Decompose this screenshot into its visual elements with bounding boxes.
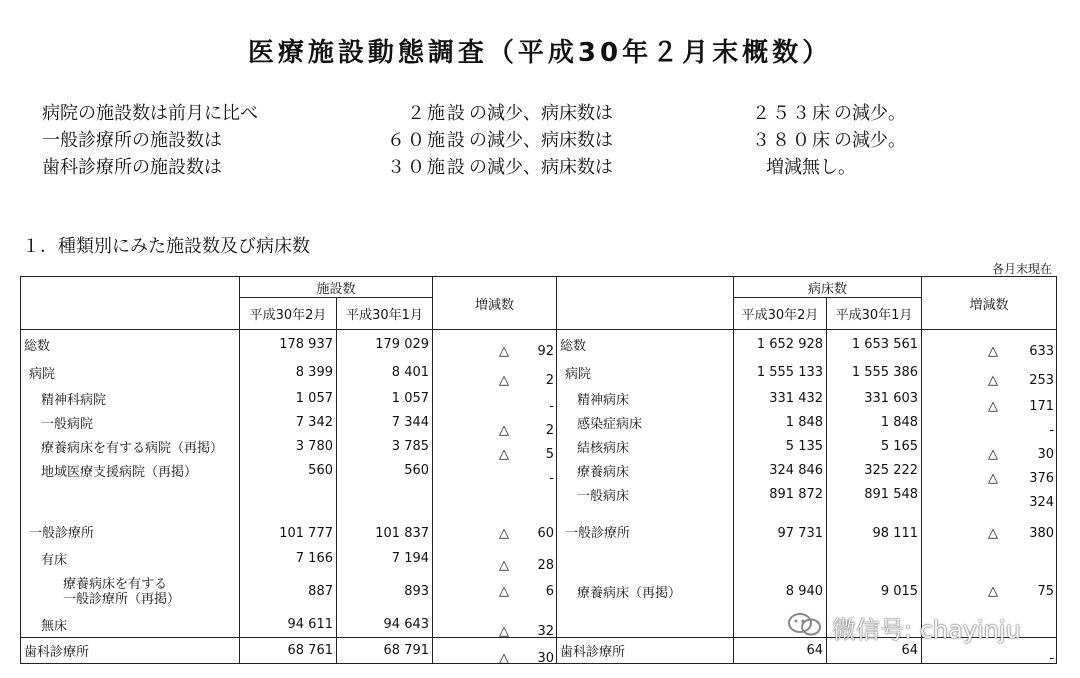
change-value: 380 [1029,525,1055,541]
cell-change [922,411,1057,438]
cell-value: 94 611 [240,612,337,638]
cell-value: 5 165 [827,435,922,459]
cell-value [240,483,337,507]
statistics-table [20,276,1057,664]
cell-change [922,330,1057,359]
change-value: 30 [1037,446,1055,462]
summary-label: 一般診療所の施設数は [42,130,222,151]
cell-value: 1 057 [337,387,433,411]
row-label: 有床 [21,545,240,572]
triangle-symbol: △ [499,558,510,573]
row-label [21,483,240,507]
header-change-left: 増減数 [433,277,557,330]
cell-value: 1 848 [734,411,827,435]
row-label: 感染症病床 [577,417,643,432]
cell-value: 7 166 [240,545,337,572]
cell-value: 94 643 [337,612,433,638]
cell-value: 68 761 [240,638,337,664]
cell-change [433,330,557,359]
cell-value: 1 652 928 [734,330,827,359]
summary-mid: の減少、病床数は [469,157,613,178]
header-current-month: 平成30年2月 [240,298,337,330]
change-value: 6 [545,583,555,599]
header-previous-month: 平成30年1月 [337,298,433,330]
cell-value: 98 111 [827,507,922,545]
summary-end: の減少。 [834,103,906,124]
cell-change [433,572,557,612]
change-value: 30 [537,650,555,666]
summary-mid: の減少、病床数は [469,103,613,124]
change-value: 32 [537,624,555,640]
header-current-month: 平成30年2月 [734,298,827,330]
change-value: - [549,398,555,414]
change-value: - [1049,650,1055,666]
row-label: 精神病床 [577,393,630,408]
cell-value: 893 [337,572,433,612]
change-value: 324 [1029,494,1055,510]
summary-facility-change: ６０施設 [387,130,467,151]
summary-label: 病院の施設数は前月に比べ [42,103,258,124]
triangle-symbol: △ [988,446,999,462]
cell-value [734,545,827,572]
wechat-icon [786,612,826,638]
cell-value: 891 548 [827,483,922,507]
cell-value: 8 940 [734,572,827,612]
cell-change [922,387,1057,414]
cell-change [433,612,557,638]
cell-value: 101 837 [337,507,433,545]
cell-value: 331 432 [734,387,827,411]
cell-value: 8 401 [337,359,433,387]
cell-change [433,359,557,387]
change-value: 5 [545,446,555,462]
triangle-symbol: △ [988,344,999,360]
summary-end: 増減無し。 [766,157,856,178]
cell-value: 1 653 561 [827,330,922,359]
header-change-right: 増減数 [922,277,1057,330]
cell-value: 64 [734,638,827,664]
cell-value: 7 342 [240,411,337,435]
header-blank-left [21,277,240,330]
triangle-symbol: △ [988,398,999,414]
change-value: 2 [545,372,555,388]
row-label: 一般診療所 [565,525,631,541]
cell-value: 887 [240,572,337,612]
row-label: 総数 [557,330,734,359]
cell-change [433,435,557,462]
cell-value: 68 791 [337,638,433,664]
change-value: 2 [545,422,555,438]
cell-value: 1 555 386 [827,359,922,387]
summary-bed-change: ２５３床 [752,103,832,124]
cell-change [922,483,1057,510]
cell-value [827,545,922,572]
cell-value: 3 785 [337,435,433,459]
cell-value: 64 [827,638,922,664]
cell-change [922,572,1057,612]
cell-change [433,387,557,414]
cell-value: 8 399 [240,359,337,387]
change-value: 92 [537,344,555,360]
cell-value: 560 [337,459,433,483]
triangle-symbol: △ [499,372,510,388]
change-value: 60 [537,525,555,541]
triangle-symbol: △ [499,624,510,640]
row-label: 療養病床を有する病院（再掲） [21,435,240,459]
header-beds: 病床数 [734,277,922,298]
row-label: 療養病床（再掲） [577,586,682,601]
cell-change [922,545,1057,572]
row-label: 病院 [21,359,240,387]
row-label: 病院 [565,367,592,382]
header-previous-month: 平成30年1月 [827,298,922,330]
cell-value: 97 731 [734,507,827,545]
triangle-symbol: △ [499,583,510,599]
summary-facility-change: ２施設 [407,103,467,124]
header-facilities: 施設数 [240,277,433,298]
triangle-symbol: △ [499,446,510,462]
change-value: 633 [1029,344,1055,360]
row-label: 結核病床 [577,441,630,456]
page-title: 医療施設動態調査（平成30年２月末概数） [247,38,833,68]
row-label-two-line [21,572,240,612]
row-label-line2: 一般診療所（再掲） [63,591,181,607]
change-value: 28 [537,558,555,573]
cell-value: 7 194 [337,545,433,572]
summary-bed-change: ３８０床 [752,130,832,151]
cell-value: 3 780 [240,435,337,459]
row-label: 地域医療支援病院（再掲） [21,459,240,483]
row-label: 精神科病院 [21,387,240,411]
row-label: 一般病院 [21,411,240,435]
row-label: 歯科診療所 [557,638,734,664]
summary-label: 歯科診療所の施設数は [42,157,222,178]
cell-value: 1 555 133 [734,359,827,387]
cell-value: 5 135 [734,435,827,459]
cell-value: 560 [240,459,337,483]
triangle-symbol: △ [988,525,999,541]
triangle-symbol: △ [499,344,510,360]
cell-change [922,435,1057,462]
cell-change [433,638,557,664]
cell-change [433,545,557,572]
row-label: 歯科診療所 [21,638,240,664]
change-value: 253 [1029,372,1055,388]
cell-value: 1 057 [240,387,337,411]
cell-value: 325 222 [827,459,922,483]
as-of-note: 各月末現在 [991,262,1052,276]
watermark-text: 微信号: chayinju [832,616,1021,644]
row-label: 療養病床 [577,465,630,480]
cell-value: 9 015 [827,572,922,612]
header-blank-right [557,277,734,330]
cell-value [337,483,433,507]
cell-change [922,459,1057,486]
cell-value: 324 846 [734,459,827,483]
cell-change [433,507,557,545]
summary-facility-change: ３０施設 [387,157,467,178]
change-value: 75 [1037,583,1055,599]
row-label: 総数 [21,330,240,359]
cell-value: 1 848 [827,411,922,435]
triangle-symbol: △ [988,470,999,486]
cell-change [433,411,557,438]
cell-change [922,359,1057,387]
section-title: １．種類別にみた施設数及び病床数 [22,236,310,257]
row-label [557,612,734,638]
cell-value: 7 344 [337,411,433,435]
row-label-line1: 療養病床を有する [63,576,168,592]
row-label: 無床 [21,612,240,638]
cell-change [433,483,557,507]
change-value: - [549,470,555,486]
row-label: 一般病床 [577,489,630,504]
cell-value: 331 603 [827,387,922,411]
triangle-symbol: △ [499,650,510,666]
cell-value: 891 872 [734,483,827,507]
cell-change [922,507,1057,545]
row-label: 一般診療所 [21,507,240,545]
change-value: 376 [1029,470,1055,486]
change-value: 171 [1029,398,1055,414]
triangle-symbol: △ [988,583,999,599]
cell-value: 179 029 [337,330,433,359]
summary-end: の減少。 [834,130,906,151]
change-value: - [1049,422,1055,438]
cell-value: 178 937 [240,330,337,359]
triangle-symbol: △ [499,525,510,541]
summary-mid: の減少、病床数は [469,130,613,151]
cell-change [433,459,557,486]
row-label [557,545,734,572]
triangle-symbol: △ [499,422,510,438]
triangle-symbol: △ [988,372,999,388]
cell-value: 101 777 [240,507,337,545]
